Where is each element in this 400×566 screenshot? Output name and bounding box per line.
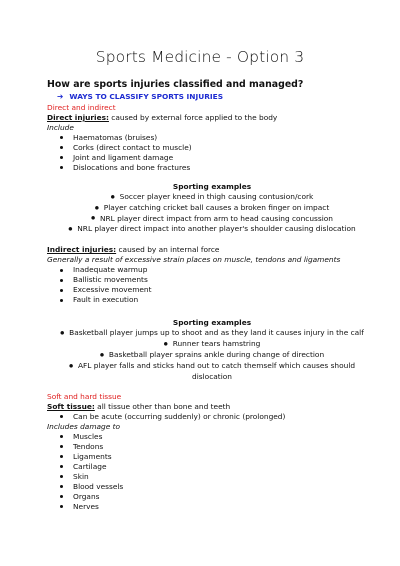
list-item: Excessive movement	[47, 285, 377, 295]
soft-includes-label: Includes damage to	[47, 421, 121, 431]
list-item: Ligaments	[47, 452, 377, 462]
example-item: ● Basketball player sprains ankle during change of direction	[47, 350, 377, 361]
soft-desc: all tissue other than bone and teeth	[94, 401, 231, 411]
list-item: Skin	[47, 472, 377, 482]
list-item: Dislocations and bone fractures	[47, 163, 377, 173]
list-item: Joint and ligament damage	[47, 153, 377, 163]
direct-examples-title: Sporting examples	[172, 182, 252, 191]
indirect-examples-list	[47, 328, 377, 381]
list-item: Ballistic movements	[47, 275, 377, 285]
list-item: Corks (direct contact to muscle)	[47, 143, 377, 153]
indirect-label: Indirect injuries:	[47, 245, 117, 255]
indirect-general: Generally a result of excessive strain places on muscle, tendons and ligaments	[47, 255, 341, 265]
indirect-definition	[47, 245, 377, 255]
example-item: ● NRL player direct impact from arm to head causing concussion	[47, 214, 377, 225]
list-item: Nerves	[47, 502, 377, 512]
arrow-right-icon: ➔	[57, 92, 64, 101]
example-item: ● Player catching cricket ball causes a broken finger on impact	[47, 203, 377, 214]
example-item-continued: dislocation	[192, 371, 232, 381]
example-item: ● NRL player direct impact into another player's shoulder causing dislocation	[47, 224, 377, 235]
direct-desc: caused by external force applied to the body	[108, 113, 278, 122]
indirect-desc: caused by an internal force	[116, 245, 220, 255]
direct-definition	[47, 113, 377, 123]
example-item: ● AFL player falls and sticks hand out to catch themself which causes should	[47, 361, 377, 372]
soft-hard-heading: Soft and hard tissue	[47, 391, 122, 401]
list-item: Organs	[47, 492, 377, 502]
indirect-items-list	[47, 265, 377, 305]
direct-items-list	[47, 133, 377, 173]
soft-label: Soft tissue:	[47, 401, 95, 411]
list-item: Blood vessels	[47, 482, 377, 492]
soft-definition	[47, 402, 377, 412]
soft-acute-list	[47, 412, 377, 422]
direct-examples-list	[47, 192, 377, 235]
list-item: Fault in execution	[47, 295, 377, 305]
question-heading: How are sports injuries classified and managed?	[47, 79, 304, 90]
ways-heading-line	[57, 91, 377, 103]
soft-items-list	[47, 432, 377, 512]
example-item: ● Basketball player jumps up to shoot and as they land it causes injury in the calf	[47, 328, 377, 339]
page-title: Sports Medicine - Option 3	[95, 48, 305, 66]
list-item: Inadequate warmup	[47, 265, 377, 275]
list-item: Cartilage	[47, 462, 377, 472]
direct-include-label: Include	[47, 123, 74, 132]
ways-heading: WAYS TO CLASSIFY SPORTS INJURIES	[69, 92, 224, 101]
example-item: ● Runner tears hamstring	[47, 339, 377, 350]
direct-indirect-heading: Direct and indirect	[47, 103, 116, 112]
list-item: Tendons	[47, 442, 377, 452]
list-item: Muscles	[47, 432, 377, 442]
list-item: Can be acute (occurring suddenly) or chronic (prolonged)	[47, 412, 377, 422]
document-body	[47, 78, 377, 512]
example-item: ● Soccer player kneed in thigh causing contusion/cork	[47, 192, 377, 203]
direct-label: Direct injuries:	[47, 113, 109, 122]
indirect-examples-title: Sporting examples	[172, 318, 252, 328]
list-item: Haematomas (bruises)	[47, 133, 377, 143]
